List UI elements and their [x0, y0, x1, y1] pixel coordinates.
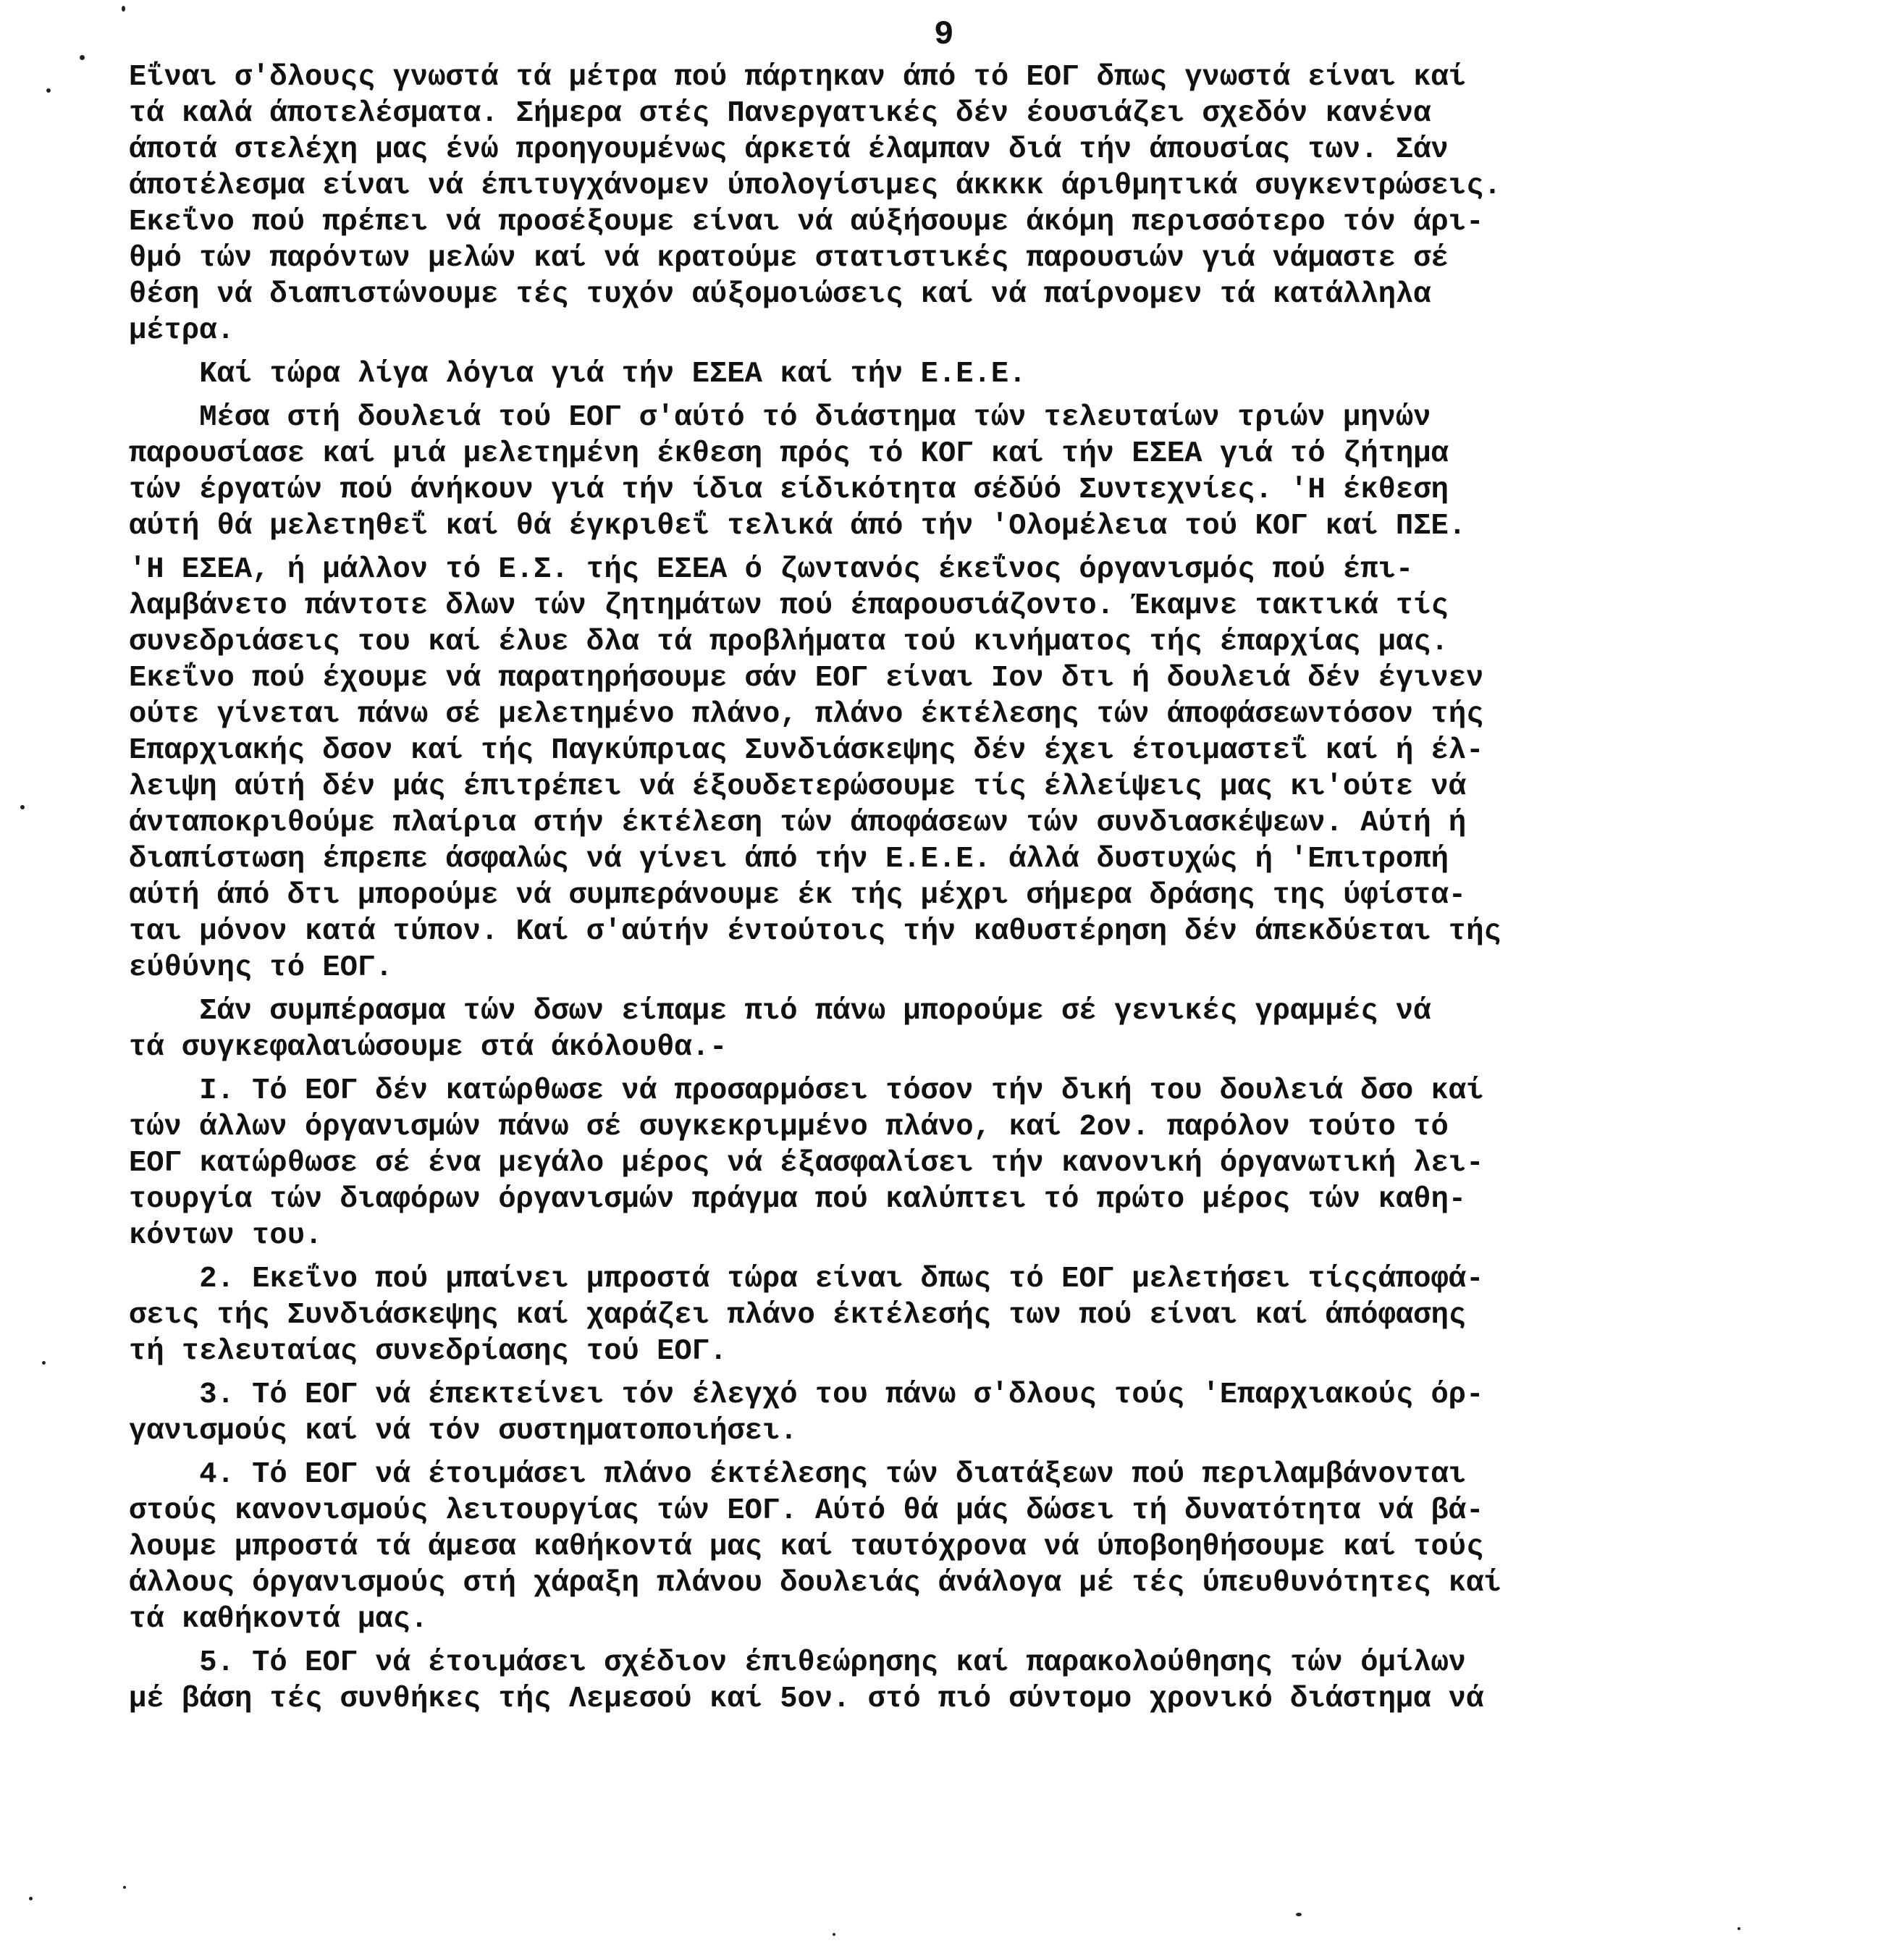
paragraph — [129, 1377, 1852, 1449]
paragraph-gap — [129, 1370, 1852, 1377]
paragraph — [129, 1645, 1852, 1717]
text-line: στούς κανονισμούς λειτουργίας τών ΕΟΓ. Αύτό θά μάς δώσει τή δυνατότητα νά βά- — [129, 1494, 1484, 1528]
paragraph-gap — [129, 1449, 1852, 1457]
text-line: τή τελευταίας συνεδρίασης τού ΕΟΓ. — [129, 1335, 728, 1368]
text-line: ούτε γίνεται πάνω σέ μελετημένο πλάνο, πλάνο έκτέλεσης τών άποφάσεωντόσον τής — [129, 698, 1484, 731]
text-line: 3. Τό ΕΟΓ νά έπεκτείνει τόν έλεγχό του πάνω σ'δλους τούς 'Επαρχιακούς όρ- — [129, 1378, 1484, 1412]
paragraph-gap — [129, 544, 1852, 552]
text-line: λαμβάνετο πάντοτε δλων τών ζητημάτων πού έπαρουσιάζοντο. Έκαμνε τακτικά τίς — [129, 589, 1449, 623]
text-line: λειψη αύτή δέν μάς έπιτρέπει νά έξουδετερώσουμε τίς έλλείψεις μας κι'ούτε νά — [129, 770, 1467, 804]
paragraph-gap — [129, 349, 1852, 356]
scan-speck — [29, 1897, 33, 1900]
text-line: 2. Εκεΐνο πού μπαίνει μπροστά τώρα είναι δπως τό ΕΟΓ μελετήσει τίςςάποφά- — [129, 1263, 1484, 1296]
paragraph — [129, 552, 1852, 986]
paragraph-gap — [129, 1066, 1852, 1073]
text-line: θέση νά διαπιστώνουμε τές τυχόν αύξομοιώσεις καί νά παίρνομεν τά κατάλληλα — [129, 278, 1431, 311]
text-line: τουργία τών διαφόρων όργανισμών πράγμα πού καλύπτει τό πρώτο μέρος τών καθη- — [129, 1183, 1467, 1216]
text-line: Ι. Τό ΕΟΓ δέν κατώρθωσε νά προσαρμόσει τόσον τήν δική του δουλειά δσο καί — [129, 1074, 1484, 1108]
scan-speck — [122, 6, 125, 12]
text-line: ται μόνον κατά τύπον. Καί σ'αύτήν έντούτοις τήν καθυστέρηση δέν άπεκδύεται τής — [129, 915, 1501, 948]
text-line: τά καλά άποτελέσματα. Σήμερα στές Πανεργατικές δέν έουσιάζει σχεδόν κανένα — [129, 97, 1431, 130]
text-line: αύτή θά μελετηθεΐ καί θά έγκριθεΐ τελικά άπό τήν 'Ολομέλεια τού ΚΟΓ καί ΠΣΕ. — [129, 510, 1467, 543]
text-line: εύθύνης τό ΕΟΓ. — [129, 951, 393, 985]
text-line: θμό τών παρόντων μελών καί νά κρατούμε στατιστικές παρουσιών γιά νάμαστε σέ — [129, 242, 1449, 275]
scan-speck — [1737, 1927, 1740, 1930]
scan-speck — [1296, 1913, 1302, 1916]
scan-speck — [833, 1933, 835, 1936]
text-line: κόντων του. — [129, 1219, 323, 1252]
paragraph — [129, 400, 1852, 544]
paragraph — [129, 356, 1852, 392]
text-line: λουμε μπροστά τά άμεσα καθήκοντά μας καί ταυτόχρονα νά ύποβοηθήσουμε καί τούς — [129, 1530, 1484, 1564]
page-number: 9 — [934, 16, 954, 54]
text-line: Καί τώρα λίγα λόγια γιά τήν ΕΣΕΑ καί τήν Ε.Ε.Ε. — [129, 358, 1027, 391]
text-line: Σάν συμπέρασμα τών δσων είπαμε πιό πάνω μπορούμε σέ γενικές γραμμές νά — [129, 995, 1431, 1028]
paragraph — [129, 993, 1852, 1066]
paragraph — [129, 1261, 1852, 1370]
paragraph — [129, 59, 1852, 349]
paragraph-gap — [129, 392, 1852, 400]
scan-speck — [123, 1886, 126, 1889]
scan-speck — [42, 1361, 46, 1365]
text-line: Επαρχιακής δσον καί τής Παγκύπριας Συνδιάσκεψης δέν έχει έτοιμαστεΐ καί ή έλ- — [129, 734, 1484, 767]
text-line: μέτρα. — [129, 314, 235, 348]
text-line: σεις τής Συνδιάσκεψης καί χαράζει πλάνο έκτέλεσής των πού είναι καί άπόφασης — [129, 1299, 1467, 1332]
text-line: τά συγκεφαλαιώσουμε στά άκόλουθα.- — [129, 1031, 728, 1064]
text-line: άποτέλεσμα είναι νά έπιτυγχάνομεν ύπολογίσιμες άκκκκ άριθμητικά συγκεντρώσεις. — [129, 169, 1501, 203]
scan-speck — [46, 88, 51, 93]
text-line: άνταποκριθούμε πλαίρια στήν έκτέλεση τών άποφάσεων τών συνδιασκέψεων. Αύτή ή — [129, 806, 1467, 840]
text-line: τά καθήκοντά μας. — [129, 1603, 429, 1636]
text-line: Εΐναι σ'δλουςς γνωστά τά μέτρα πού πάρτηκαν άπό τό ΕΟΓ δπως γνωστά είναι καί — [129, 61, 1467, 94]
text-line: διαπίστωση έπρεπε άσφαλώς νά γίνει άπό τήν Ε.Ε.Ε. άλλά δυστυχώς ή 'Επιτροπή — [129, 843, 1449, 876]
text-line: γανισμούς καί νά τόν συστηματοποιήσει. — [129, 1415, 798, 1448]
paragraph-gap — [129, 1254, 1852, 1261]
text-line: μέ βάση τές συνθήκες τής Λεμεσού καί 5ον. στό πιό σύντομο χρονικό διάστημα νά — [129, 1682, 1484, 1716]
text-line: τών έργατών πού άνήκουν γιά τήν ίδια είδικότητα σέδύό Συντεχνίες. 'Η έκθεση — [129, 473, 1449, 507]
text-line: άποτά στελέχη μας ένώ προηγουμένως άρκετά έλαμπαν διά τήν άπουσίας των. Σάν — [129, 133, 1449, 167]
scan-speck — [80, 55, 85, 60]
text-line: 4. Τό ΕΟΓ νά έτοιμάσει πλάνο έκτέλεσης τών διατάξεων πού περιλαμβάνονται — [129, 1458, 1467, 1491]
text-line: αύτή άπό δτι μπορούμε νά συμπεράνουμε έκ τής μέχρι σήμερα δράσης της ύφίστα- — [129, 879, 1467, 912]
text-line: 'Η ΕΣΕΑ, ή μάλλον τό Ε.Σ. τής ΕΣΕΑ ό ζωντανός έκεΐνος όργανισμός πού έπι- — [129, 553, 1414, 586]
text-line: ΕΟΓ κατώρθωσε σέ ένα μεγάλο μέρος νά έξασφαλίσει τήν κανονική όργανωτική λει- — [129, 1147, 1484, 1180]
paragraph — [129, 1457, 1852, 1638]
text-line: 5. Τό ΕΟΓ νά έτοιμάσει σχέδιον έπιθεώρησης καί παρακολούθησης τών όμίλων — [129, 1646, 1467, 1680]
text-line: άλλους όργανισμούς στή χάραξη πλάνου δουλειάς άνάλογα μέ τές ύπευθυνότητες καί — [129, 1567, 1501, 1600]
typed-text-body — [129, 59, 1852, 1717]
text-line: Μέσα στή δουλειά τού ΕΟΓ σ'αύτό τό διάστημα τών τελευταίων τριών μηνών — [129, 401, 1431, 434]
text-line: Εκεΐνο πού έχουμε νά παρατηρήσουμε σάν ΕΟΓ είναι Ιον δτι ή δουλειά δέν έγινεν — [129, 662, 1484, 695]
paragraph-gap — [129, 986, 1852, 993]
text-line: Εκεΐνο πού πρέπει νά προσέξουμε είναι νά αύξήσουμε άκόμη περισσότερο τόν άρι- — [129, 206, 1484, 239]
paragraph — [129, 1073, 1852, 1254]
text-line: παρουσίασε καί μιά μελετημένη έκθεση πρός τό ΚΟΓ καί τήν ΕΣΕΑ γιά τό ζήτημα — [129, 437, 1449, 471]
paragraph-gap — [129, 1638, 1852, 1645]
scan-speck — [20, 805, 25, 809]
text-line: τών άλλων όργανισμών πάνω σέ συγκεκριμμένο πλάνο, καί 2ον. παρόλον τούτο τό — [129, 1111, 1449, 1144]
text-line: συνεδριάσεις του καί έλυε δλα τά προβλήματα τού κινήματος τής έπαρχίας μας. — [129, 626, 1449, 659]
